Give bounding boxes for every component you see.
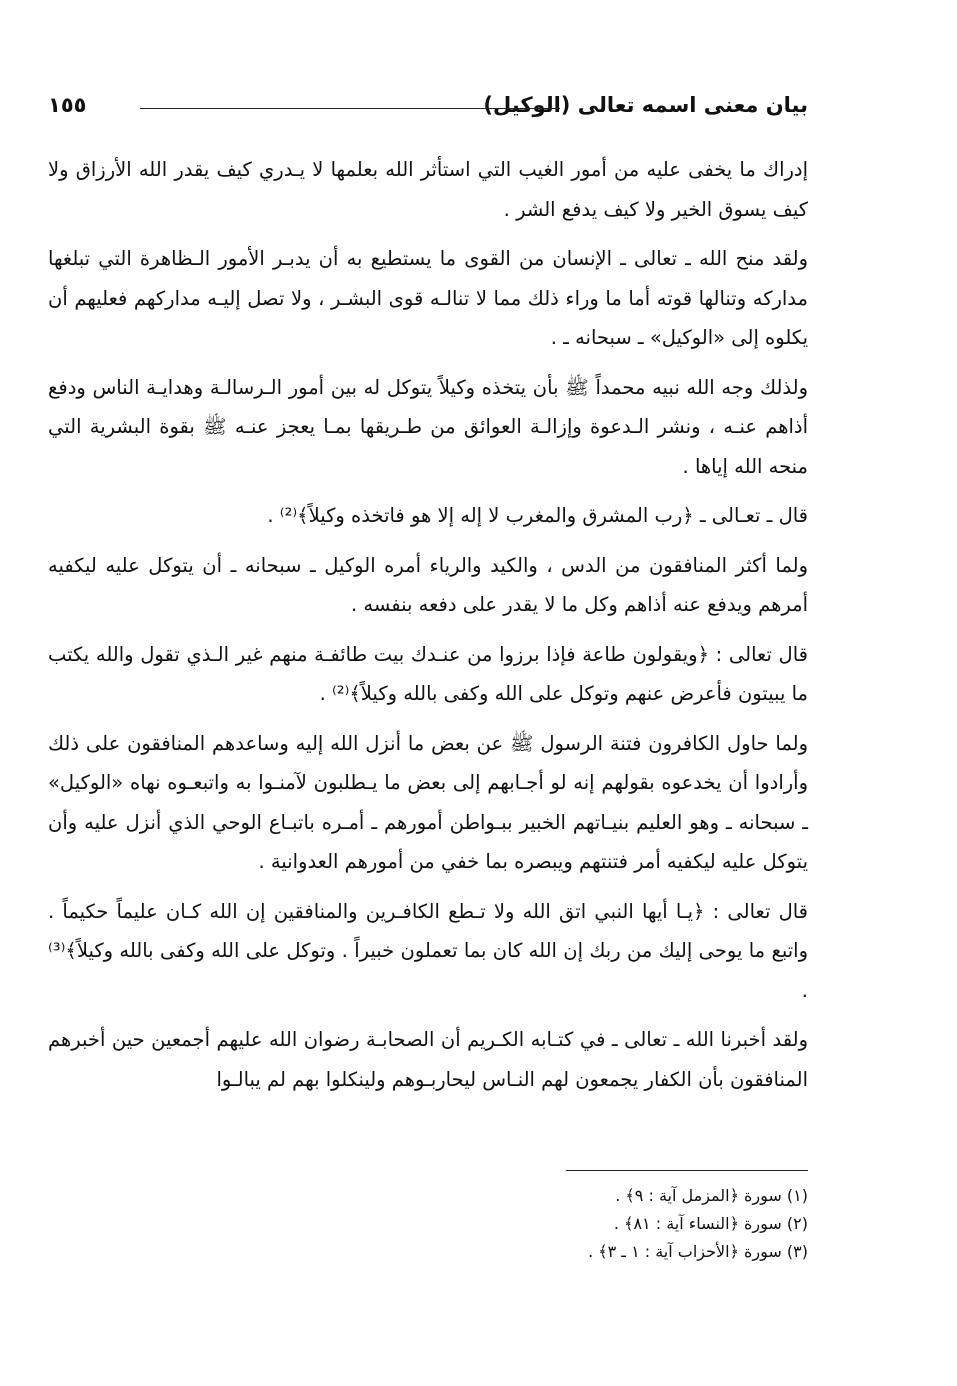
quran-quote: قال تعالى : ﴿ويقولون طاعة فإذا برزوا من عنـدك بيت طائفـة منهم غير الـذي تقول والله يكتب ما يبيتون فأعرض عنهم وتوكل على الله وكفى بالله وكيلاً﴾⁽²⁾ .: [48, 642, 808, 705]
paragraph: ولقد منح الله ـ تعالى ـ الإنسان من القوى ما يستطيع به أن يدبـر الأمور الـظاهرة التي تبلغها مداركه وتنالها قوته أما ما وراء ذلك مما لا تنالـه قوى البشـر ، ولا تصل إليـه مداركهم فعليهم أن يكلوه إلى «الوكيل» ـ سبحانه ـ .: [48, 247, 808, 349]
running-header: [48, 88, 808, 128]
header-rule: [140, 108, 560, 109]
quran-quote: قال تعالى : ﴿يـا أيها النبي اتق الله ولا تـطع الكافـرين والمنافقين إن الله كـان عليماً حكيماً . واتبع ما يوحى إليك من ربك إن الله كان بما تعملون خبيراً . وتوكل على الله وكفى بالله وكيلاً﴾⁽³⁾ .: [48, 899, 808, 1002]
quran-quote: قال ـ تعـالى ـ ﴿رب المشرق والمغرب لا إله إلا هو فاتخذه وكيلاً﴾⁽²⁾ .: [267, 504, 808, 527]
footnotes: [48, 1182, 808, 1266]
paragraph: ولما أكثر المنافقون من الدس ، والكيد والرياء أمره الوكيل ـ سبحانه ـ أن يتوكل عليه ليكفيه أمرهم ويدفع عنه أذاهم وكل ما لا يقدر على دفعه بنفسه .: [48, 553, 808, 616]
footnote: (٣) سورة ﴿الأحزاب آية : ١ ـ ٣﴾ .: [588, 1242, 808, 1261]
paragraph: ولما حاول الكافرون فتنة الرسول ﷺ عن بعض ما أنزل الله إليه وساعدهم المنافقون على ذلك وأرادوا أن يخدعوه بقولهم إنه لو أجـابهم إلى بعض ما يـطلبون لآمنـوا به واتبعـوه نهاه «الوكيل» ـ سبحانه ـ وهو العليم بنيـاتهم الخبير ببـواطن أمورهم ـ أمـره باتبـاع الوحي الذي أنزل عليه وأن يتوكل عليه ليكفيه أمر فتنتهم ويبصره بما خفي من أمورهم العدوانية .: [48, 731, 808, 873]
paragraph: إدراك ما يخفى عليه من أمور الغيب التي استأثر الله بعلمها لا يـدري كيف يقدر الله الأرزاق ولا كيف يسوق الخير ولا كيف يدفع الشر .: [48, 158, 808, 221]
running-title: بيان معنى اسمه تعالى (الوكيل): [483, 93, 808, 117]
paragraph: ولذلك وجه الله نبيه محمداً ﷺ بأن يتخذه وكيلاً يتوكل له بين أمور الـرسالـة وهدايـة الناس ودفع أذاهم عنـه ، ونشر الـدعوة وإزالـة العوائق من طـريقها بمـا يعجز عنـه ﷺ بقوة البشرية التي منحه الله إياها .: [48, 375, 808, 478]
footnote: (١) سورة ﴿المزمل آية : ٩﴾ .: [615, 1186, 808, 1205]
page-number: ١٥٥: [48, 93, 87, 117]
footnote: (٢) سورة ﴿النساء آية : ٨١﴾ .: [613, 1214, 808, 1233]
body-text: [48, 150, 808, 1109]
paragraph: ولقد أخبرنا الله ـ تعالى ـ في كتـابه الكـريم أن الصحابـة رضوان الله عليهم أجمعين حين أخبرهم المنافقون بأن الكفار يجمعون لهم النـاس ليحاربـوهم ولينكلوا بهم لم يبالـوا: [48, 1028, 808, 1091]
footnote-rule: [566, 1170, 808, 1171]
